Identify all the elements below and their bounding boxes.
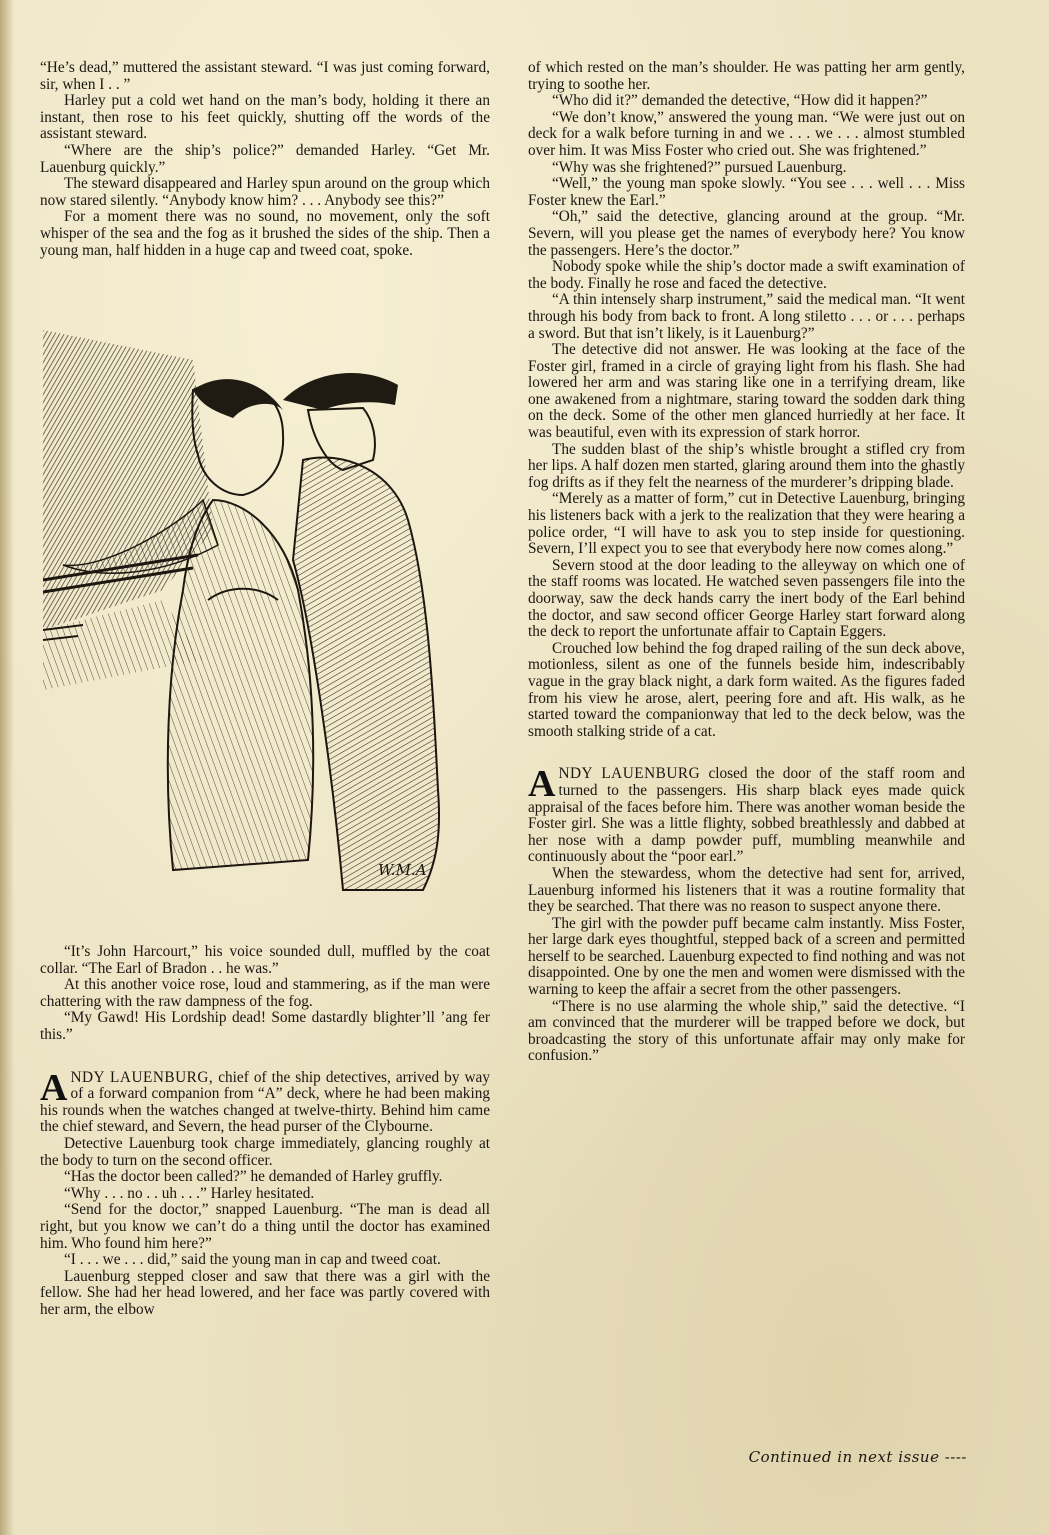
- section-opening-paragraph: [40, 1066, 490, 1136]
- illustration-signature: W.M.A: [378, 861, 427, 879]
- right-column: [528, 60, 965, 1065]
- paragraph: The steward disappeared and Harley spun around on the group which now stared silently. “Anybody know him? . . . Anybody see this?”: [40, 175, 490, 209]
- paragraph: “Who did it?” demanded the detective, “How did it happen?”: [552, 92, 928, 110]
- paragraph: “Send for the doctor,” snapped Lauenburg. “The man is dead all right, but you know we can’t do a thing until the doctor has examined him. Who found him here?”: [40, 1201, 490, 1252]
- section-opening-paragraph: [528, 763, 965, 866]
- paragraph: “Where are the ship’s police?” demanded Harley. “Get Mr. Lauenburg quickly.”: [40, 141, 490, 176]
- paragraph: “Well,” the young man spoke slowly. “You see . . . well . . . Miss Foster knew the Earl.”: [528, 175, 965, 209]
- paragraph: “Merely as a matter of form,” cut in Detective Lauenburg, bringing his listeners back with a jerk to the realization that they were hearing a police order, “I will have to ask you to step inside for questioning. Severn, I’ll expect you to see that everybody here now comes along.”: [528, 490, 965, 558]
- paragraph: The sudden blast of the ship’s whistle brought a stifled cry from her lips. A half dozen men started, glaring around them into the ghastly fog drifts as if they felt the nearness of the murderer’s dripping blade.: [528, 440, 965, 491]
- paragraph: “Oh,” said the detective, glancing around at the group. “Mr. Severn, will you please get the names of everybody here? You know the passengers. Here’s the doctor.”: [528, 208, 965, 259]
- section-lead: NDY LAUENBURG: [558, 765, 701, 783]
- drop-cap: A: [40, 1066, 68, 1109]
- paragraph: of which rested on the man’s shoulder. He was patting her arm gently, trying to soothe her.: [528, 59, 965, 93]
- left-column-top: [40, 60, 490, 259]
- paragraph: Lauenburg stepped closer and saw that there was a girl with the fellow. She had her head lowered, and her face was partly covered with her arm, the elbow: [40, 1267, 490, 1318]
- section-lead: NDY LAUENBURG,: [70, 1068, 214, 1086]
- paragraph: For a moment there was no sound, no movement, only the soft whisper of the sea and the fog as it brushed the sides of the ship. Then a young man, half hidden in a huge cap and tweed coat, spoke.: [40, 208, 490, 259]
- paragraph: “A thin intensely sharp instrument,” said the medical man. “It went through his body from back to front. A long stiletto . . . or . . . perhaps a sword. But that isn’t likely, is it Lauenburg?”: [528, 291, 965, 342]
- left-column-bottom: [40, 944, 490, 1318]
- paragraph: Nobody spoke while the ship’s doctor made a swift examination of the body. Finally he rose and faced the detective.: [528, 258, 965, 292]
- paragraph: Harley put a cold wet hand on the man’s body, holding it there an instant, then rose to his feet quickly, shutting off the words of the assistant steward.: [40, 92, 490, 143]
- paragraph: “It’s John Harcourt,” his voice sounded dull, muffled by the coat collar. “The Earl of Bradon . . he was.”: [40, 943, 490, 977]
- section-lead-text: chief of the ship detectives, arrived by way of a forward companion from “A” deck, where he had been making his rounds when the watches changed at twelve-thirty. Behind him came the chief steward, and Severn, the head purser of the Clybourne.: [40, 1068, 490, 1136]
- paragraph: “Has the doctor been called?” he demanded of Harley gruffly.: [64, 1168, 443, 1186]
- paragraph: “Why was she frightened?” pursued Lauenburg.: [552, 158, 847, 176]
- paragraph: “We don’t know,” answered the young man. “We were just out on deck for a walk before turning in and we . . . we . . . almost stumbled over him. It was Miss Foster who cried out. She was frightened.”: [528, 108, 965, 159]
- paragraph: “I . . . we . . . did,” said the young man in cap and tweed coat.: [64, 1251, 441, 1269]
- paragraph: The girl with the powder puff became calm instantly. Miss Foster, her large dark eyes thoughtful, stepped back of a screen and permitted herself to be searched. Lauenburg expected to find nothing and was not disappointed. One by one the men and women were dismissed with the warning to keep the affair a secret from the other passengers.: [528, 914, 965, 999]
- paragraph: “There is no use alarming the whole ship,” said the detective. “I am convinced that the murderer will be trapped before we dock, but broadcasting the story of this unfortunate affair may only make for confusion.”: [528, 997, 965, 1065]
- story-illustration: [43, 330, 473, 932]
- page-edge-shadow: [0, 0, 14, 1535]
- paragraph: At this another voice rose, loud and stammering, as if the man were chattering with the raw dampness of the fog.: [40, 976, 490, 1010]
- section-lead-text: closed the door of the staff room and turned to the passengers. His sharp black eyes made quick appraisal of the faces before him. There was another woman beside the Foster girl. She was a little flighty, sobbed breathlessly and dabbed at her nose with a damp powder puff, mumbling meanwhile and continuously about the “poor earl.”: [528, 765, 965, 866]
- drop-cap: A: [528, 763, 556, 806]
- paragraph: “My Gawd! His Lordship dead! Some dastardly blighter’ll ’ang fer this.”: [40, 1009, 490, 1043]
- paragraph: “He’s dead,” muttered the assistant steward. “I was just coming forward, sir, when I . . ”: [40, 59, 490, 93]
- paragraph: When the stewardess, whom the detective had sent for, arrived, Lauenburg informed his listeners that it was a routine formality that they be searched. That there was no reason to suspect anyone there.: [528, 864, 965, 916]
- paragraph: Crouched low behind the fog draped railing of the sun deck above, motionless, silent as one of the funnels beside him, indescribably vague in the gray black night, a dark form waited. As the figures faded from his view he arose, alert, peering fore and aft. His walk, as he started toward the companionway that led to the deck below, was the smooth stalking stride of a cat.: [528, 639, 965, 740]
- paragraph: Detective Lauenburg took charge immediately, glancing roughly at the body to turn on the second officer.: [40, 1134, 490, 1169]
- paragraph: “Why . . . no . . uh . . .” Harley hesitated.: [64, 1184, 315, 1202]
- paragraph: Severn stood at the door leading to the alleyway on which one of the staff rooms was located. He watched seven passengers file into the doorway, saw the deck hands carry the inert body of the Earl behind the doctor, and saw second officer George Harley start forward along the deck to report the unfortunate affair to Captain Eggers.: [528, 556, 965, 641]
- continued-note: Continued in next issue ----: [748, 1448, 967, 1466]
- paragraph: The detective did not answer. He was looking at the face of the Foster girl, framed in a circle of graying light from his flash. She had lowered her arm and was staring like one in a terrifying dream, like one awakened from a nightmare, staring toward the sodden dark thing on the deck. Some of the other men glanced hurriedly at her face. It was beautiful, even with its expression of stark horror.: [528, 341, 965, 442]
